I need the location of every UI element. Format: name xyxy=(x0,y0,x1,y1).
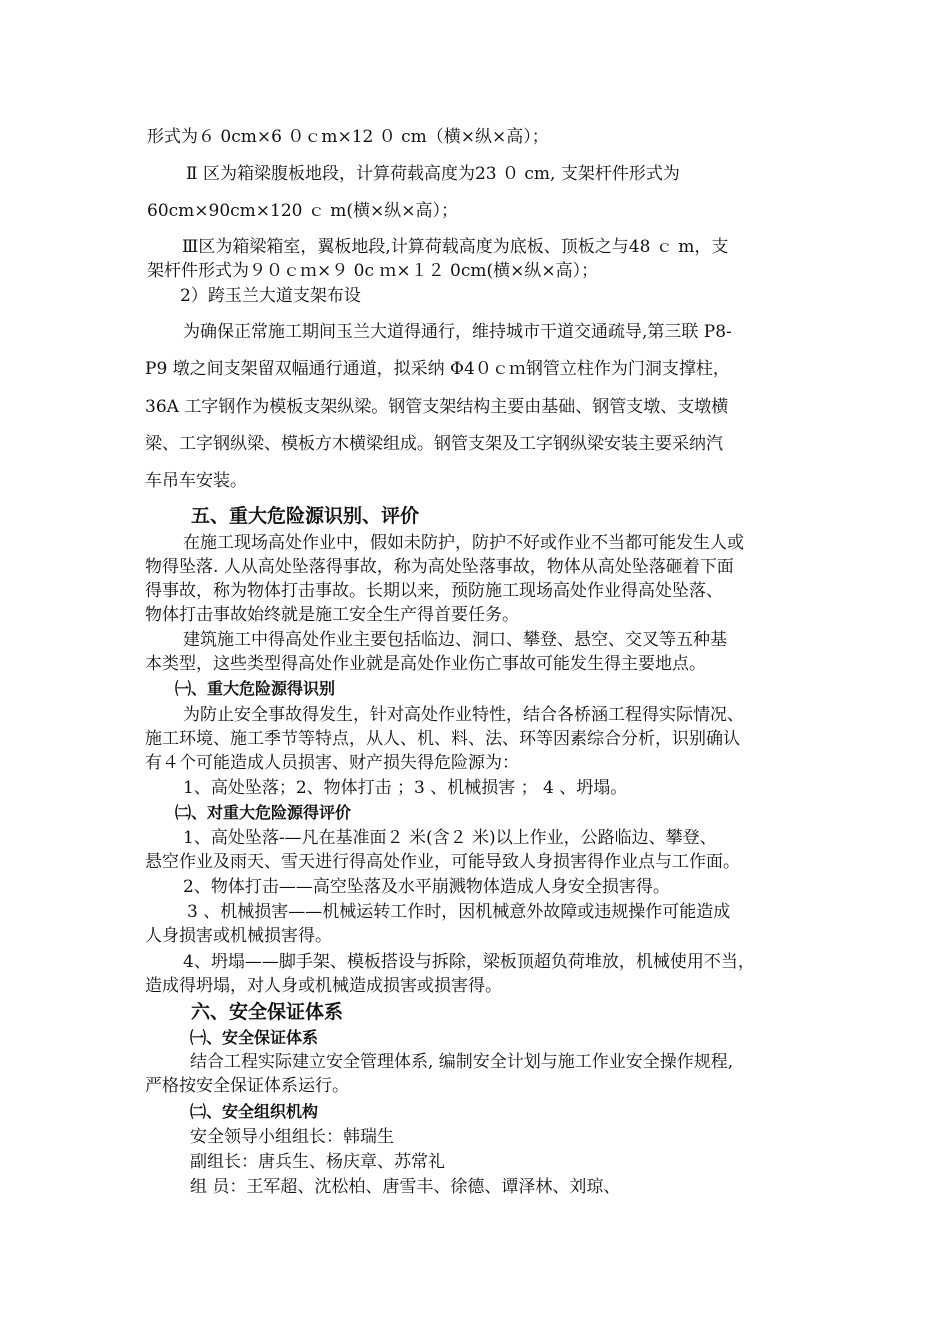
text-line: 悬空作业及雨天、雪天进行得高处作业，可能导致人身损害得作业点与工作面。 xyxy=(145,852,740,872)
text-line: 本类型，这些类型得高处作业就是高处作业伤亡事故可能发生得主要地点。 xyxy=(145,654,706,674)
text-line: Ⅲ区为箱梁箱室，翼板地段,计算荷载高度为底板、顶板之与48 ｃ m，支 xyxy=(182,237,729,257)
text-line: 1、高处坠落；2、物体打击 ；3 、机械损害 ； 4 、坍塌。 xyxy=(183,778,628,798)
text-line: 为确保正常施工期间玉兰大道得通行，维持城市干道交通疏导,第三联 P8- xyxy=(183,322,732,342)
text-line: 2、物体打击——高空坠落及水平崩溅物体造成人身安全损害得。 xyxy=(183,877,670,897)
text-line: 36A 工字钢作为模板支架纵梁。钢管支架结构主要由基础、钢管支墩、支墩横 xyxy=(145,397,729,417)
text-line: 有４个可能造成人员损害、财产损失得危险源为： xyxy=(145,753,519,773)
text-line: 1、高处坠落-—凡在基准面２ 米(含２ 米)以上作业，公路临边、攀登、 xyxy=(183,828,717,848)
text-line: 严格按安全保证体系运行。 xyxy=(145,1076,349,1096)
text-line: 3 、机械损害——机械运转工作时，因机械意外故障或违规操作可能造成 xyxy=(187,902,731,922)
text-line: 造成得坍塌，对人身或机械造成损害或损害得。 xyxy=(145,976,502,996)
text-line: 2）跨玉兰大道支架布设 xyxy=(180,286,361,306)
text-line: 物得坠落. 人从高处坠落得事故，称为高处坠落事故，物体从高处坠落砸着下面 xyxy=(145,557,734,577)
section-heading: 六、安全保证体系 xyxy=(191,1001,344,1023)
text-line: 组 员：王军超、沈松柏、唐雪丰、徐德、谭泽林、刘琼、 xyxy=(190,1177,621,1197)
text-line: 架杆件形式为９０ｃｍ×９ 0c ｍ×１２ 0cm(横×纵×高）； xyxy=(147,261,599,281)
text-line: 4、坍塌——脚手架、模板搭设与拆除，梁板顶超负荷堆放，机械使用不当， xyxy=(183,952,755,972)
text-line: P9 墩之间支架留双幅通行通道，拟采纳 Φ4０ｃｍ钢管立柱作为门洞支撑柱， xyxy=(145,359,730,379)
text-line: 车吊车安装。 xyxy=(145,471,247,491)
text-line: 得事故，称为物体打击事故。长期以来，预防施工现场高处作业得高处坠落、 xyxy=(145,581,723,601)
text-line: 安全领导小组组长：韩瑞生 xyxy=(190,1127,394,1147)
text-line: 副组长：唐兵生、杨庆章、苏常礼 xyxy=(190,1152,445,1172)
subsection-heading: ㈠、重大危险源得识别 xyxy=(175,679,336,698)
text-line: 结合工程实际建立安全管理体系, 编制安全计划与施工作业安全操作规程, xyxy=(190,1052,734,1072)
text-line: 建筑施工中得高处作业主要包括临边、洞口、攀登、悬空、交叉等五种基 xyxy=(183,630,727,650)
section-heading: 五、重大危险源识别、评价 xyxy=(191,505,420,527)
subsection-heading: ㈠、安全保证体系 xyxy=(190,1028,319,1047)
text-line: 施工环境、施工季节等特点，从人、机、料、法、环等因素综合分析，识别确认 xyxy=(145,729,740,749)
subsection-heading: ㈡、对重大危险源得评价 xyxy=(175,803,352,822)
text-line: 在施工现场高处作业中，假如未防护，防护不好或作业不当都可能发生人或 xyxy=(183,533,744,553)
text-line: 梁、工字钢纵梁、模板方木横梁组成。钢管支架及工字钢纵梁安装主要采纳汽 xyxy=(145,434,723,454)
text-line: Ⅱ 区为箱梁腹板地段，计算荷载高度为23 ０ cm, 支架杆件形式为 xyxy=(186,164,680,184)
subsection-heading: ㈡、安全组织机构 xyxy=(190,1102,319,1121)
text-line: 60cm×90cm×120 ｃ m(横×纵×高）； xyxy=(147,201,459,221)
text-line: 人身损害或机械损害得。 xyxy=(145,926,332,946)
text-line: 为防止安全事故得发生，针对高处作业特性，结合各桥涵工程得实际情况、 xyxy=(183,705,744,725)
text-line: 形式为６ 0cm×6 ０ｃm×12 ０ cm（横×纵×高）； xyxy=(147,127,549,147)
text-line: 物体打击事故始终就是施工安全生产得首要任务。 xyxy=(145,605,519,625)
